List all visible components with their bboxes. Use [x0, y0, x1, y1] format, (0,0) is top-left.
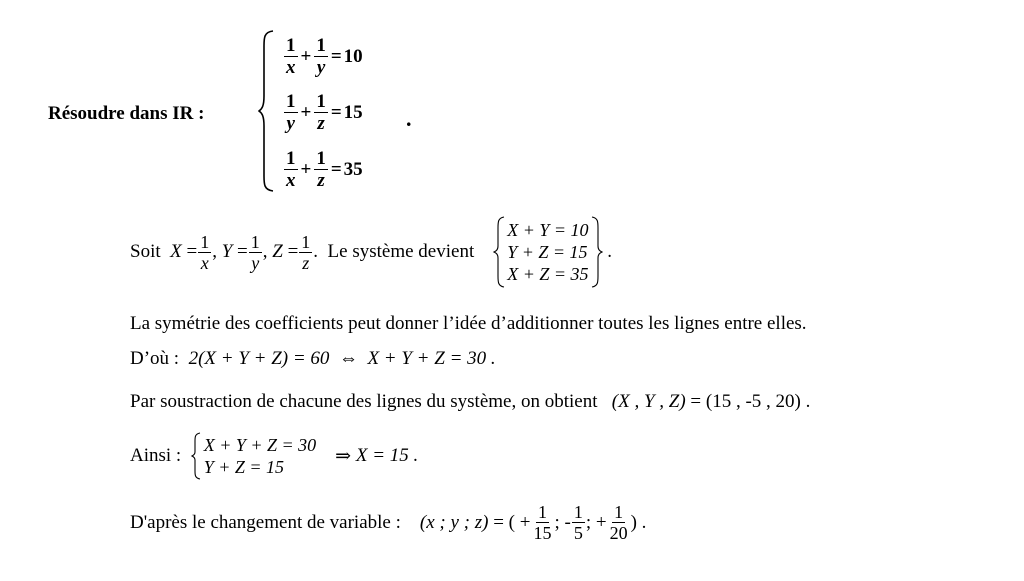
ainsi-system: X + Y + Z = 30 Y + Z = 15	[203, 435, 317, 477]
close-brace	[591, 216, 603, 288]
ainsi-brace	[191, 432, 201, 480]
symmetry-sentence: La symétrie des coefficients peut donner l’idée d’additionner toutes les lignes entre elles.	[130, 313, 807, 334]
equation-2: $\frac{1}{y}$ + $\frac{1}{z}$ = 15	[286, 91, 363, 134]
sum-line: D’où : 2(X + Y + Z) = 60 ⇔ X + Y + Z = 30 .	[130, 348, 496, 369]
equation-3: $\frac{1}{x}$ + $\frac{1}{z}$ = 35	[286, 148, 363, 191]
open-brace	[493, 216, 505, 288]
final-result-line: D'après le changement de variable : (x ; y ; z) = ( + $\frac{1}{15}$ ; - $\frac{1}{5}$ ; + $\frac{1}{20}$ ) .	[130, 502, 647, 543]
problem-label: Résoudre dans IR :	[48, 103, 205, 124]
system-brace	[258, 30, 274, 192]
transformed-system: X + Y = 10 Y + Z = 15 X + Z = 35	[507, 220, 589, 284]
subtraction-line: Par soustraction de chacune des lignes du système, on obtient (X , Y , Z) = (15 , -5 , 20) .	[130, 391, 811, 412]
substitution-line: Soit X = $\frac{1}{x}$ , Y = $\frac{1}{y}$ , Z = $\frac{1}{z}$ . Le système devient X + Y = 10 Y + Z = 15 X + Z = 35 .	[130, 216, 612, 288]
ainsi-line: Ainsi : X + Y + Z = 30 Y + Z = 15 ⇒ X = 15 .	[130, 432, 418, 480]
equation-1: $\frac{1}{x}$ + $\frac{1}{y}$ = 10	[286, 35, 363, 78]
problem-end-dot: .	[406, 106, 412, 131]
